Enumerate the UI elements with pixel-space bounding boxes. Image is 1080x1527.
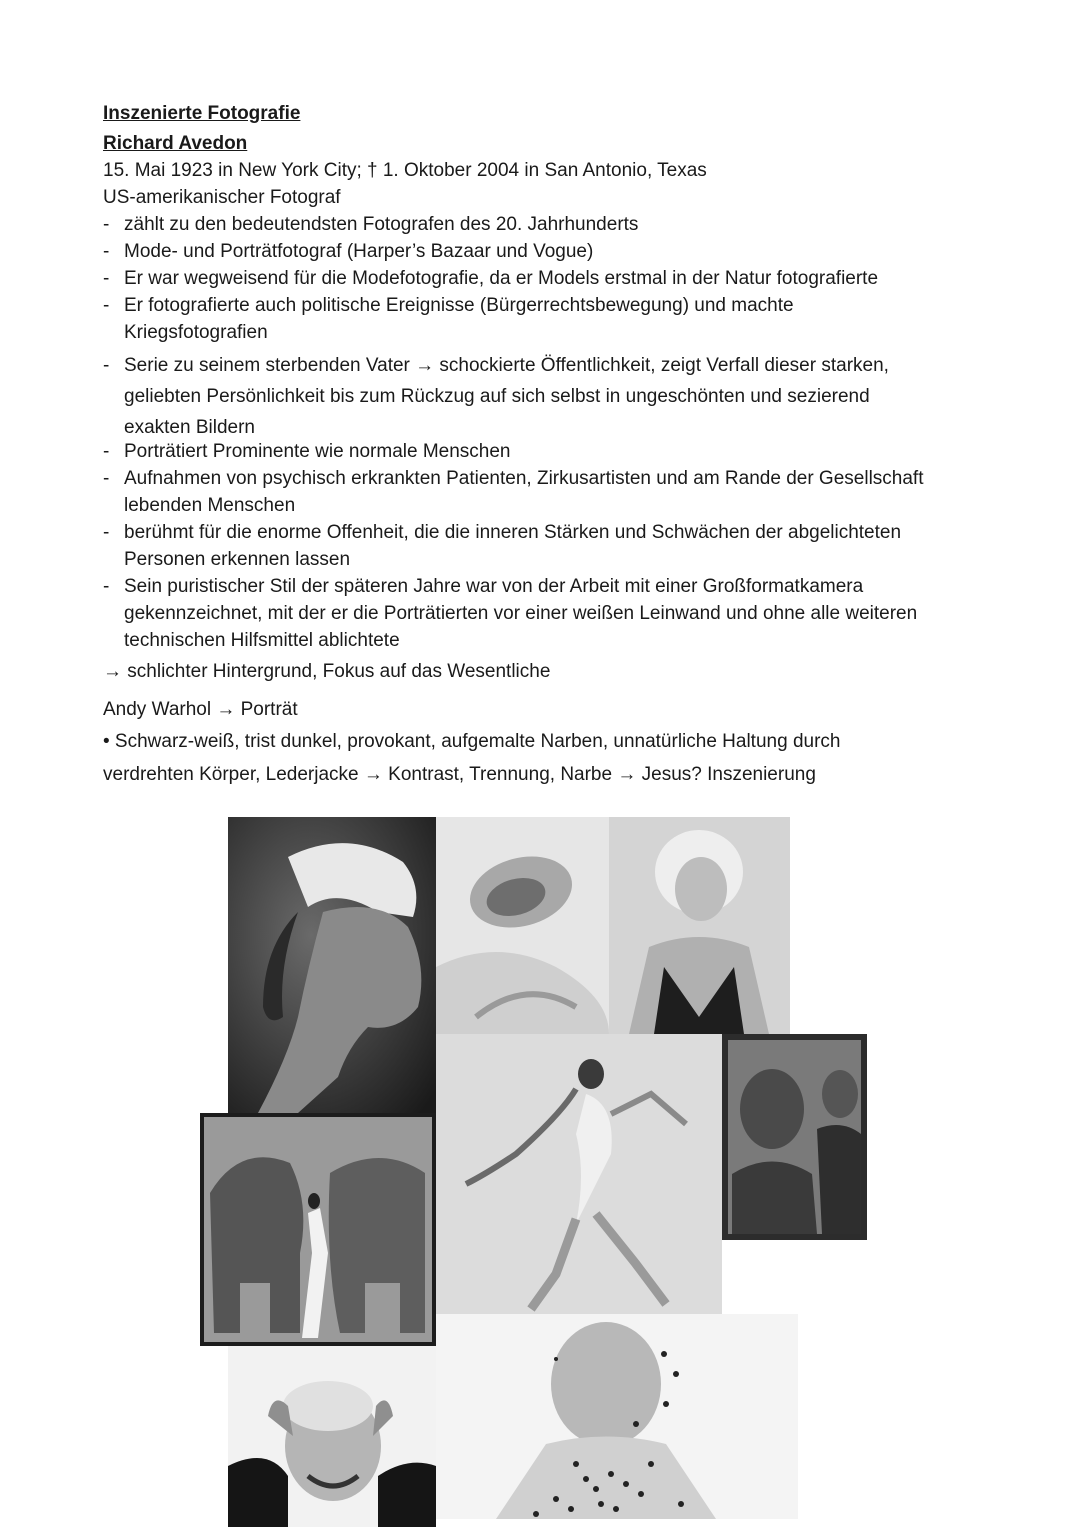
- bullet-text: Kriegsfotografien: [124, 322, 268, 343]
- bullet-marker: -: [103, 576, 110, 597]
- bullet-marker: -: [103, 214, 110, 235]
- bullet-text: berühmt für die enorme Offenheit, die die inneren Stärken und Schwächen der abgelichteten: [124, 522, 902, 543]
- photo-worker-portrait: [722, 1034, 867, 1240]
- bullet-text: Porträtiert Prominente wie normale Menschen: [124, 441, 511, 462]
- bullet-marker: -: [103, 295, 110, 316]
- photo-man-horns: [228, 1346, 436, 1527]
- bullet-text: technischen Hilfsmittel ablichtete: [124, 630, 400, 651]
- bullet-text: Mode- und Porträtfotograf (Harper’s Bazaar und Vogue): [124, 241, 594, 262]
- bullet-text: exakten Bildern: [124, 417, 255, 438]
- photo-woman-turban-profile: [228, 817, 436, 1113]
- page-title: Inszenierte Fotografie: [103, 103, 301, 124]
- bullet-text: Sein puristischer Stil der späteren Jahre war von der Arbeit mit einer Großformatkamera: [124, 576, 864, 597]
- bullet-text: Aufnahmen von psychisch erkrankten Patienten, Zirkusartisten und am Rande der Gesellschaft: [124, 468, 924, 489]
- bullet-text: lebenden Menschen: [124, 495, 296, 516]
- bullet-text: gekennzeichnet, mit der er die Porträtierten vor einer weißen Leinwand und ohne alle weiteren: [124, 603, 918, 624]
- profession-line: US-amerikanischer Fotograf: [103, 187, 341, 208]
- birth-death-dates: 15. Mai 1923 in New York City; † 1. Oktober 2004 in San Antonio, Texas: [103, 160, 707, 181]
- bullet-marker: -: [103, 241, 110, 262]
- photo-marilyn-monroe: [609, 817, 790, 1034]
- bullet-marker: -: [103, 468, 110, 489]
- bullet-marker: -: [103, 441, 110, 462]
- bullet-text: geliebten Persönlichkeit bis zum Rückzug auf sich selbst in ungeschönten und sezierend: [124, 386, 870, 407]
- bullet-marker: -: [103, 268, 110, 289]
- warhol-line: Andy Warhol → Porträt: [103, 699, 298, 720]
- bullet-text: Serie zu seinem sterbenden Vater → schockierte Öffentlichkeit, zeigt Verfall dieser starken,: [124, 355, 889, 376]
- conclusion-line: → schlichter Hintergrund, Fokus auf das Wesentliche: [103, 661, 551, 682]
- section-heading: Richard Avedon: [103, 133, 248, 154]
- bullet-text: Er war wegweisend für die Modefotografie, da er Models erstmal in der Natur fotografierte: [124, 268, 879, 289]
- photo-dovima-elephants: [200, 1113, 436, 1346]
- bullet-text: Personen erkennen lassen: [124, 549, 351, 570]
- bullet-marker: -: [103, 355, 110, 376]
- bullet-text: zählt zu den bedeutendsten Fotografen des 20. Jahrhunderts: [124, 214, 639, 235]
- bullet-text: Er fotografierte auch politische Ereignisse (Bürgerrechtsbewegung) und machte: [124, 295, 794, 316]
- analysis-line-2: verdrehten Körper, Lederjacke → Kontrast, Trennung, Narbe → Jesus? Inszenierung: [103, 764, 816, 785]
- photo-beekeeper: [436, 1314, 798, 1519]
- photo-leaping-model: [436, 1034, 722, 1314]
- analysis-line-1: • Schwarz-weiß, trist dunkel, provokant, aufgemalte Narben, unnatürliche Haltung durch: [103, 731, 841, 752]
- photo-dying-father: [436, 817, 609, 1034]
- bullet-marker: -: [103, 522, 110, 543]
